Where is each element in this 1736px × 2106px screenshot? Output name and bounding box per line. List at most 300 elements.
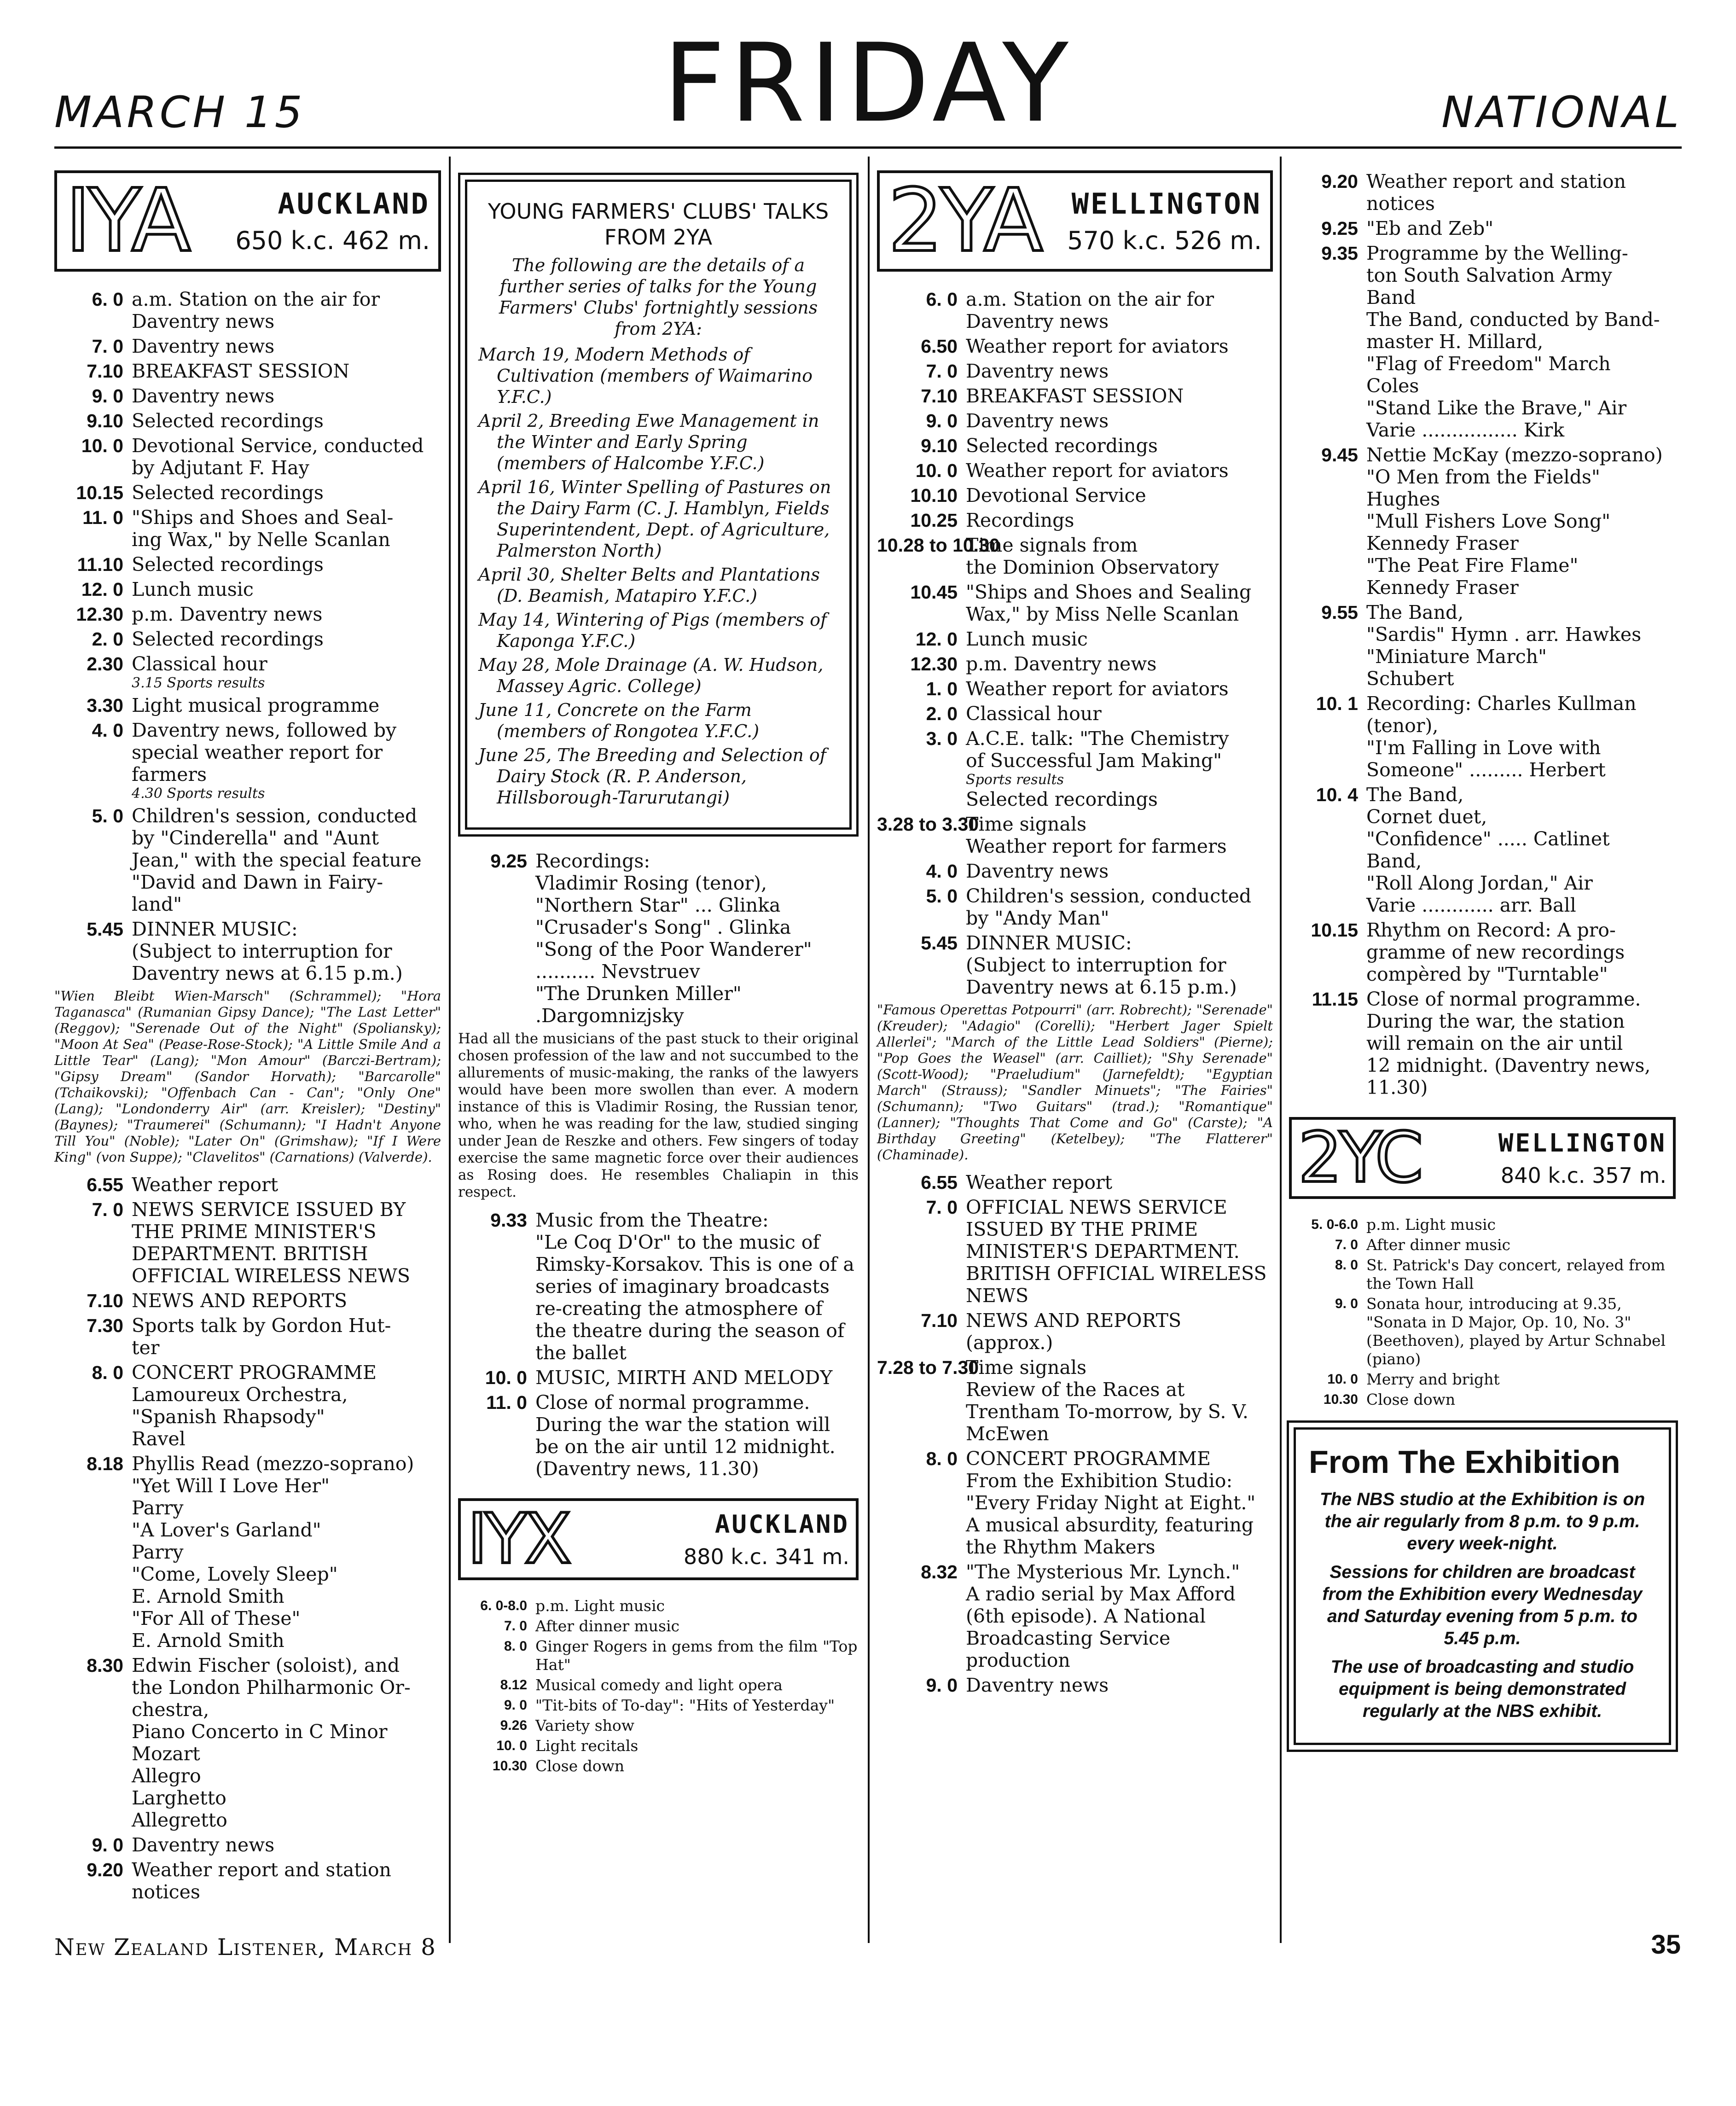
schedule-time: 7.10: [87, 1290, 123, 1311]
exhibition-box: [1294, 1427, 1671, 1745]
schedule-line: Daventry news: [132, 1834, 275, 1856]
schedule-item: [877, 932, 1273, 998]
schedule-description: [966, 1309, 1273, 1354]
schedule-description: [966, 1561, 1273, 1671]
schedule-item: [54, 506, 441, 551]
schedule-line: Time signals from: [966, 534, 1138, 556]
schedule-time: 10.15: [1311, 919, 1358, 941]
schedule-line: "Tit-bits of To-day": "Hits of Yesterday": [535, 1696, 835, 1714]
schedule-line: Weather report: [966, 1171, 1113, 1193]
schedule-line: MUSIC, MIRTH AND MELODY: [535, 1367, 833, 1389]
schedule-item: [54, 482, 441, 504]
schedule-time: 11. 0: [82, 507, 123, 528]
yfc-talk: April 2, Breeding Ewe Management in the Winter and Early Spring (members of Halcombe Y.F.C.): [478, 411, 819, 473]
schedule-time: 7.10: [921, 1310, 958, 1331]
column-divider: [868, 157, 870, 1943]
schedule-time: 7. 0: [1335, 1237, 1358, 1252]
schedule-description: [966, 509, 1273, 531]
schedule-line: Lamoureux Orchestra,: [132, 1384, 348, 1406]
schedule-line: Devotional Service, conducted: [132, 435, 424, 457]
schedule-item: [458, 850, 859, 1027]
schedule-line: "Crusader's Song" . Glinka: [535, 916, 791, 938]
schedule-item: [877, 460, 1273, 482]
schedule-line: Variety show: [535, 1716, 635, 1734]
schedule-time: 9.10: [921, 435, 958, 456]
yfc-talk: April 30, Shelter Belts and Plantations (D. Beamish, Matapiro Y.F.C.): [478, 564, 820, 606]
schedule-line: Merry and bright: [1366, 1370, 1500, 1388]
schedule-item: [54, 553, 441, 576]
schedule-item: [877, 1309, 1273, 1354]
schedule-item: [877, 1448, 1273, 1558]
schedule-description: [966, 335, 1273, 357]
schedule-line: "Song of the Poor Wanderer" .......... Nevstruev: [535, 938, 812, 983]
schedule-time: 7. 0: [92, 336, 123, 357]
schedule-line: ing Wax," by Nelle Scanlan: [132, 529, 390, 551]
schedule-time: 2. 0: [92, 628, 123, 650]
yfc-talk: May 28, Mole Drainage (A. W. Hudson, Massey Agric. College): [478, 655, 824, 696]
schedule-item: [54, 1361, 441, 1450]
schedule-item: [1289, 919, 1676, 985]
schedule-description: [966, 813, 1273, 857]
schedule-item: [877, 1356, 1273, 1445]
schedule-line: Parry: [132, 1541, 184, 1563]
schedule-description: [535, 1209, 859, 1364]
schedule-description: [966, 1448, 1273, 1558]
schedule-item: [458, 1676, 859, 1694]
schedule-item: [458, 1716, 859, 1735]
schedule-description: [966, 885, 1273, 929]
schedule-item: [877, 435, 1273, 457]
schedule-line: Schubert: [1366, 668, 1454, 690]
schedule-time: 4. 0: [92, 720, 123, 741]
schedule-time: 3. 0: [926, 728, 958, 749]
schedule-time: 9. 0: [926, 410, 958, 431]
schedule-line: Varie ............ arr. Ball: [1366, 894, 1576, 916]
schedule-line: Daventry news at 6.15 p.m.): [966, 976, 1237, 998]
schedule-description: [132, 628, 441, 650]
schedule-iyx: [458, 1597, 859, 1775]
schedule-line: Daventry news: [966, 860, 1109, 882]
schedule-description: [966, 653, 1273, 675]
schedule-line: Light musical programme: [132, 694, 380, 716]
schedule-item: [54, 360, 441, 382]
schedule-line: Daventry news: [966, 410, 1109, 432]
schedule-item: [877, 885, 1273, 929]
schedule-time: 6. 0: [926, 289, 958, 310]
schedule-item: [458, 1209, 859, 1364]
schedule-description: [132, 1315, 441, 1359]
schedule-continued: [458, 850, 859, 1027]
schedule-item: [1289, 217, 1676, 239]
schedule-line: Someone" ......... Herbert: [1366, 759, 1606, 781]
schedule-line: Recording: Charles Kullman: [1366, 692, 1637, 715]
station-frequency: 840 k.c. 357 m.: [1500, 1163, 1666, 1188]
schedule-line: land": [132, 893, 182, 915]
yfc-talk: March 19, Modern Methods of Cultivation (members of Waimarino Y.F.C.): [478, 344, 813, 407]
schedule-item: [1289, 1216, 1676, 1234]
schedule-description: [132, 385, 441, 407]
schedule-item: [54, 385, 441, 407]
schedule-time: 9.25: [1321, 218, 1358, 239]
schedule-line: Daventry news: [132, 310, 275, 332]
schedule-line: Edwin Fischer (soloist), and: [132, 1654, 400, 1676]
exhibition-title: From The Exhibition: [1309, 1444, 1620, 1480]
column-2ya: [877, 170, 1273, 2012]
schedule-description: [132, 1834, 441, 1856]
schedule-line: Kennedy Fraser: [1366, 576, 1519, 599]
schedule-line: NEWS AND REPORTS: [132, 1290, 348, 1312]
schedule-description: [132, 578, 441, 600]
schedule-line: compèred by "Turntable": [1366, 963, 1608, 985]
schedule-time: 9.45: [1321, 444, 1358, 465]
station-city: AUCKLAND: [714, 1509, 849, 1539]
schedule-line: After dinner music: [1366, 1236, 1511, 1254]
schedule-line: (approx.): [966, 1332, 1053, 1354]
schedule-description: [1366, 1390, 1676, 1409]
schedule-description: [966, 1674, 1273, 1696]
schedule-item: [877, 813, 1273, 857]
schedule-time: 2. 0: [926, 703, 958, 724]
schedule-time: 6. 0-8.0: [480, 1598, 527, 1613]
schedule-time: 5.45: [921, 932, 958, 954]
schedule-description: [966, 1171, 1273, 1193]
schedule-item: [54, 694, 441, 716]
schedule-description: [966, 678, 1273, 700]
schedule-description: [535, 1367, 859, 1389]
schedule-item: [877, 509, 1273, 531]
schedule-line: Selected recordings: [132, 553, 324, 576]
schedule-item: [54, 1859, 441, 1903]
schedule-description: [966, 435, 1273, 457]
schedule-line: "Roll Along Jordan," Air: [1366, 872, 1593, 894]
schedule-line: (Subject to interruption for: [132, 940, 392, 962]
schedule-item: [877, 1561, 1273, 1671]
schedule-time: 11.10: [77, 554, 123, 575]
schedule-description: [132, 1361, 441, 1450]
schedule-time: 9. 0: [92, 385, 123, 407]
schedule-line: E. Arnold Smith: [132, 1585, 284, 1607]
schedule-item: [877, 860, 1273, 882]
schedule-time: 10. 0: [915, 460, 958, 481]
schedule-item: [1289, 784, 1676, 916]
schedule-description: [1366, 988, 1676, 1099]
schedule-description: [132, 805, 441, 915]
schedule-line: Classical hour: [132, 653, 267, 675]
schedule-line: Recordings: [966, 509, 1074, 531]
schedule-item: [54, 410, 441, 432]
schedule-line: Close down: [1366, 1390, 1456, 1408]
schedule-line: p.m. Light music: [535, 1597, 665, 1615]
schedule-time: 6.55: [921, 1172, 958, 1193]
schedule-note: Sports results: [966, 772, 1064, 788]
schedule-line: p.m. Light music: [1366, 1216, 1496, 1233]
schedule-description: [966, 1356, 1273, 1445]
schedule-line: Varie ................ Kirk: [1366, 419, 1565, 441]
schedule-line: OFFICIAL NEWS SERVICE ISSUED BY THE PRIME MINISTER'S DEPARTMENT. BRITISH OFFICIAL WIRELESS NEWS: [966, 1196, 1267, 1307]
schedule-time: 8. 0: [1335, 1257, 1358, 1273]
schedule-description: [966, 460, 1273, 482]
schedule-line: "Spanish Rhapsody": [132, 1406, 325, 1428]
schedule-time: 9.10: [87, 410, 123, 431]
schedule-line: Jean," with the special feature: [132, 849, 422, 871]
schedule-item: [877, 581, 1273, 625]
schedule-item: [1289, 1256, 1676, 1293]
schedule-item: [458, 1367, 859, 1389]
schedule-time: 9.20: [1321, 171, 1358, 192]
schedule-time: 8. 0: [926, 1448, 958, 1469]
schedule-line: special weather report for: [132, 741, 383, 763]
schedule-line: Allegretto: [132, 1809, 227, 1831]
schedule-description: [132, 1290, 441, 1312]
schedule-time: 11.15: [1312, 989, 1358, 1010]
schedule-description: [535, 850, 859, 1027]
station-frequency: 650 k.c. 462 m.: [235, 226, 430, 255]
schedule-description: [132, 918, 441, 984]
schedule-item: [877, 1196, 1273, 1307]
schedule-line: DINNER MUSIC:: [966, 932, 1132, 954]
schedule-time: 12. 0: [915, 628, 958, 650]
schedule-item: [458, 1737, 859, 1755]
yfc-talks-box: [465, 180, 852, 830]
schedule-line: Band,: [1366, 850, 1422, 872]
header-rule: [54, 146, 1682, 149]
schedule-line: Selected recordings: [132, 410, 324, 432]
schedule-item: [877, 335, 1273, 357]
schedule-description: [1366, 242, 1676, 441]
schedule-item: [54, 1290, 441, 1312]
yfc-talk-list: [478, 344, 838, 808]
schedule-item: [54, 603, 441, 625]
column-divider: [449, 157, 451, 1943]
schedule-line: .Dargomnizjsky: [535, 1005, 684, 1027]
schedule-line: 12 midnight. (Daventry news,: [1366, 1054, 1651, 1076]
schedule-description: [966, 727, 1273, 810]
schedule-line: The Band, conducted by Band-: [1366, 308, 1660, 331]
schedule-item: [54, 918, 441, 984]
schedule-line: DINNER MUSIC:: [132, 918, 298, 940]
station-callsign: IYX: [467, 1499, 569, 1579]
schedule-time: 3.28 to 3.30: [877, 814, 979, 835]
schedule-description: [1366, 1216, 1676, 1234]
schedule-description: [1366, 444, 1676, 599]
schedule-line: Daventry news: [132, 385, 275, 407]
exhibition-paragraph: The NBS studio at the Exhibition is on the air regularly from 8 p.m. to 9 p.m. every week-night.: [1319, 1489, 1645, 1553]
schedule-description: [132, 653, 441, 692]
schedule-time: 9.25: [490, 850, 527, 872]
schedule-line: 11.30): [1366, 1076, 1428, 1099]
schedule-line: ter: [132, 1337, 160, 1359]
schedule-continued-late: [458, 1209, 859, 1480]
schedule-description: [132, 553, 441, 576]
schedule-line: "Ships and Shoes and Sealing: [966, 581, 1252, 603]
schedule-item: [458, 1757, 859, 1775]
schedule-line: Weather report for aviators: [966, 335, 1229, 357]
schedule-time: 8. 0: [92, 1362, 123, 1383]
schedule-line: Ginger Rogers in gems from the film "Top Hat": [535, 1637, 858, 1674]
column-divider: [1280, 157, 1282, 1943]
schedule-item: [1289, 988, 1676, 1099]
schedule-description: [1366, 1236, 1676, 1254]
schedule-line: NEWS SERVICE ISSUED BY THE PRIME MINISTER'S DEPARTMENT. BRITISH OFFICIAL WIRELESS NEWS: [132, 1198, 410, 1287]
schedule-description: [132, 1859, 441, 1903]
schedule-time: 7.10: [921, 385, 958, 407]
schedule-item: [877, 628, 1273, 650]
schedule-time: 12. 0: [81, 579, 123, 600]
station-callsign: 2YA: [888, 170, 1040, 271]
schedule-time: 10. 0: [496, 1738, 527, 1753]
schedule-description: [966, 628, 1273, 650]
schedule-line: (Subject to interruption for: [966, 954, 1226, 976]
schedule-item: [458, 1617, 859, 1635]
schedule-time: 10.30: [1323, 1392, 1358, 1407]
station-frequency: 570 k.c. 526 m.: [1067, 226, 1262, 255]
schedule-line: Selected recordings: [966, 435, 1158, 457]
schedule-time: 1. 0: [926, 678, 958, 699]
station-callsign: 2YC: [1298, 1118, 1421, 1198]
schedule-item: [54, 628, 441, 650]
schedule-line: "Come, Lovely Sleep": [132, 1563, 338, 1585]
schedule-item: [54, 1834, 441, 1856]
schedule-line: Mozart: [132, 1743, 200, 1765]
schedule-line: of Successful Jam Making": [966, 750, 1222, 772]
schedule-line: "Confidence" ..... Catlinet: [1366, 828, 1610, 850]
schedule-line: Coles: [1366, 375, 1419, 397]
schedule-time: 10. 1: [1316, 693, 1358, 714]
station-box-iyx: [458, 1498, 859, 1580]
schedule-item: [877, 410, 1273, 432]
schedule-line: Light recitals: [535, 1737, 639, 1755]
schedule-item: [54, 288, 441, 332]
schedule-item: [458, 1637, 859, 1674]
schedule-item: [877, 360, 1273, 382]
schedule-time: 10. 0: [81, 435, 123, 456]
schedule-continued: [1289, 170, 1676, 1099]
schedule-time: 8.32: [921, 1561, 958, 1582]
schedule-note: 4.30 Sports results: [132, 785, 265, 802]
schedule-time: 10. 0: [1327, 1372, 1358, 1387]
schedule-line: "The Drunken Miller": [535, 983, 742, 1005]
schedule-item: [877, 534, 1273, 578]
schedule-description: [966, 581, 1273, 625]
schedule-item: [54, 719, 441, 802]
schedule-description: [535, 1696, 859, 1715]
schedule-line: Rhythm on Record: A pro-: [1366, 919, 1616, 941]
schedule-line: Sports talk by Gordon Hut-: [132, 1315, 391, 1337]
schedule-line: a.m. Station on the air for: [132, 288, 380, 310]
schedule-description: [535, 1676, 859, 1694]
schedule-description: [1366, 170, 1676, 215]
schedule-line: Nettie McKay (mezzo-soprano): [1366, 444, 1663, 466]
schedule-line: Piano Concerto in C Minor: [132, 1721, 388, 1743]
schedule-time: 6.50: [921, 336, 958, 357]
schedule-line: Music from the Theatre:: [535, 1209, 769, 1231]
station-callsign: IYA: [65, 170, 188, 271]
schedule-description: [966, 703, 1273, 725]
schedule-line: After dinner music: [535, 1617, 680, 1635]
schedule-line: "Flag of Freedom" March: [1366, 353, 1611, 375]
schedule-item: [1289, 444, 1676, 599]
schedule-line: Phyllis Read (mezzo-soprano): [132, 1453, 414, 1475]
schedule-line: NEWS AND REPORTS: [966, 1309, 1182, 1332]
schedule-line: Lunch music: [966, 628, 1088, 650]
schedule-item: [54, 1453, 441, 1652]
schedule-line: "Eb and Zeb": [1366, 217, 1494, 239]
schedule-time: 8.18: [87, 1453, 123, 1474]
schedule-description: [966, 860, 1273, 882]
schedule-line: "Miniature March": [1366, 646, 1547, 668]
schedule-item: [1289, 1236, 1676, 1254]
schedule-description: [1366, 1256, 1676, 1293]
footer-publication: New Zealand Listener, March 8: [54, 1934, 436, 1961]
schedule-line: BREAKFAST SESSION: [132, 360, 350, 382]
schedule-time: 9.26: [500, 1718, 527, 1733]
schedule-item: [1289, 1295, 1676, 1368]
schedule-time: 6. 0: [92, 289, 123, 310]
schedule: [54, 288, 441, 984]
exhibition-paragraph: Sessions for children are broadcast from the Exhibition every Wednesday and Saturday evening from 5 p.m. to 5.45 p.m.: [1322, 1562, 1643, 1648]
schedule-time: 9.20: [87, 1859, 123, 1880]
schedule-line: "Yet Will I Love Her": [132, 1475, 330, 1497]
schedule-time: 4. 0: [926, 861, 958, 882]
schedule-line: p.m. Daventry news: [132, 603, 323, 625]
schedule-item: [54, 1315, 441, 1359]
schedule-line: Selected recordings: [966, 788, 1158, 810]
schedule-line: Close down: [535, 1757, 625, 1775]
schedule-item: [54, 335, 441, 357]
schedule-line: notices: [132, 1881, 200, 1903]
schedule-item: [54, 1654, 441, 1831]
schedule-line: by "Cinderella" and "Aunt: [132, 827, 379, 849]
schedule-line: p.m. Daventry news: [966, 653, 1157, 675]
column-middle: [458, 170, 859, 2012]
schedule-evening: [54, 1174, 441, 1903]
schedule-line: by Adjutant F. Hay: [132, 457, 309, 479]
schedule-description: [132, 435, 441, 479]
schedule-line: Weather report and station: [1366, 170, 1626, 192]
schedule-time: 10. 0: [485, 1367, 527, 1388]
schedule: [877, 288, 1273, 998]
schedule-description: [132, 410, 441, 432]
schedule-description: [535, 1757, 859, 1775]
header-day: FRIDAY: [663, 21, 1073, 146]
header-date: MARCH 15: [54, 87, 305, 138]
schedule-time: 9. 0: [504, 1698, 527, 1713]
schedule-time: 7. 0: [926, 1197, 958, 1218]
schedule-line: Kennedy Fraser: [1366, 532, 1519, 554]
schedule-time: 9.35: [1321, 243, 1358, 264]
schedule-line: St. Patrick's Day concert, relayed from the Town Hall: [1366, 1256, 1666, 1292]
schedule-line: CONCERT PROGRAMME: [966, 1448, 1211, 1470]
dinner-music-list: "Wien Bleibt Wien-Marsch" (Schrammel); "Hora Taganasca" (Rumanian Gipsy Dance); "The Last Letter" (Reggov); "Serenade Out of the Night" (Spoliansky); "Moon At Sea" (Pease-Rose-Stock); "A Little Smile And a Little Tear" (Lang); "Mon Amour" (Barczi-Bertram); "Gipsy Dream" (Sandor Horvath); "Barcarolle" (Tchaikovski); "Offenbach Can - Can"; "Only One" (Lang); "Londonderry Air" (arr. Kreisler); "Destiny" (Baynes); "Traumerei" (Schumann); "I Hadn't Anyone Till You" (Noble); "Later On" (Grimshaw); "If I Were King" (von Suppe); "Clavelitos" (Carnations) (Valverde).: [54, 988, 441, 1165]
schedule-description: [966, 932, 1273, 998]
schedule-item: [877, 385, 1273, 407]
schedule-line: "David and Dawn in Fairy-: [132, 871, 383, 893]
schedule-time: 12.30: [76, 604, 123, 625]
station-city: WELLINGTON: [1498, 1128, 1666, 1158]
schedule-description: [966, 534, 1273, 578]
schedule-description: [132, 288, 441, 332]
yfc-talk: June 25, The Breeding and Selection of Dairy Stock (R. P. Anderson, Hillsborough-Tarurutangi): [478, 745, 826, 808]
schedule-line: Sonata hour, introducing at 9.35, "Sonata in D Major, Op. 10, No. 3" (Beethoven), played by Artur Schnabel (piano): [1366, 1295, 1666, 1368]
schedule-line: The Band,: [1366, 601, 1464, 623]
schedule-line: E. Arnold Smith: [132, 1629, 284, 1652]
schedule-item: [458, 1391, 859, 1480]
schedule-time: 7.30: [87, 1315, 123, 1336]
schedule-time: 8. 0: [504, 1639, 527, 1654]
schedule-time: 12.30: [910, 653, 958, 675]
schedule-item: [1289, 601, 1676, 690]
schedule-description: [132, 719, 441, 802]
